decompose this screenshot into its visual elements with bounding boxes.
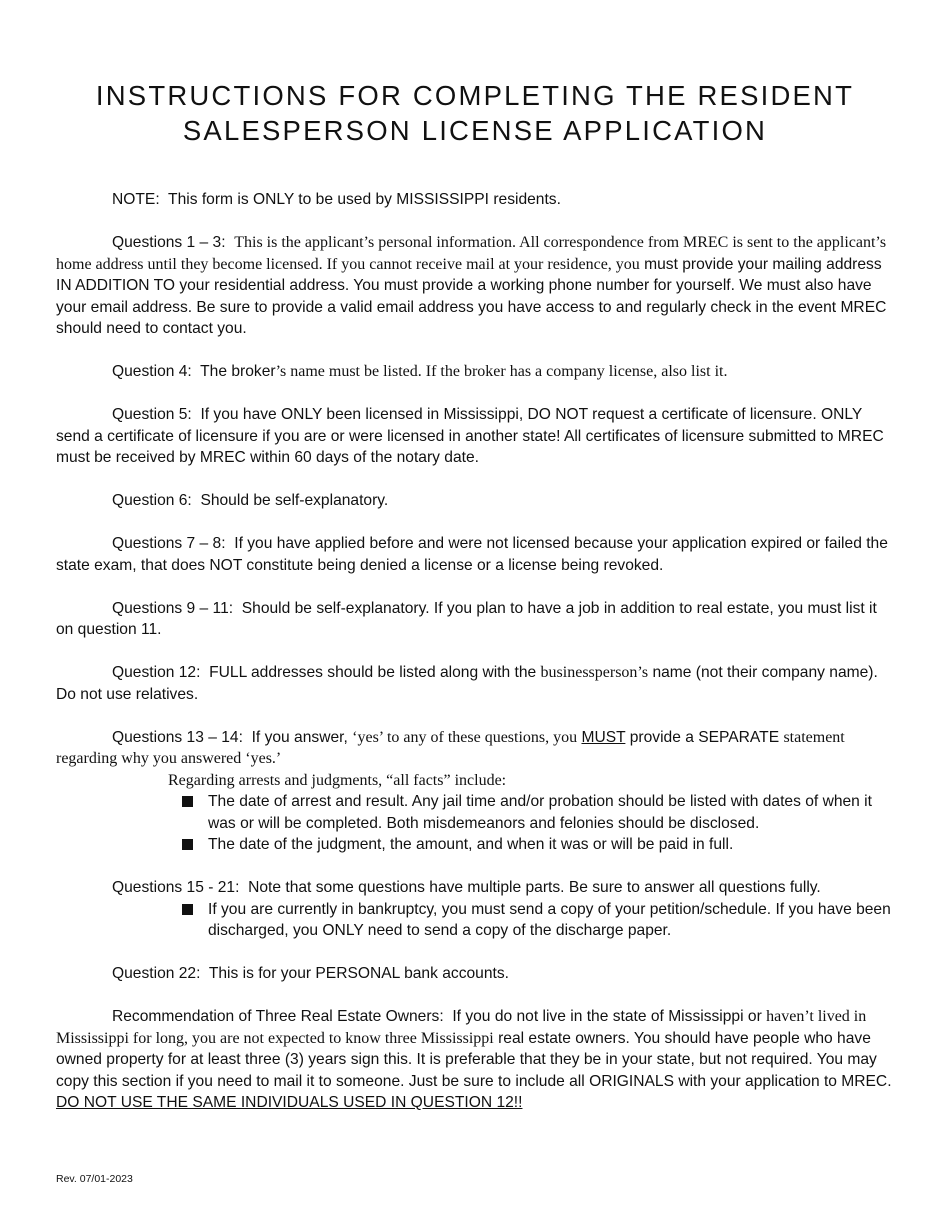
must-emphasis: MUST (581, 728, 626, 746)
recommendation-paragraph (56, 1006, 896, 1114)
questions-1-3-paragraph (56, 232, 896, 340)
bankruptcy-bullet-list (56, 899, 896, 942)
question-6-label: Question 6: (112, 492, 192, 509)
question-5-label: Question 5: (112, 406, 192, 423)
questions-9-11-label: Questions 9 – 11: (112, 599, 234, 617)
bullet-text: The date of arrest and result. Any jail time and/or probation should be listed with dates of when it was or will be completed. Both misdemeanors and felonies should be disclosed. (208, 793, 872, 832)
questions-13-14-text-b: ‘yes’ to any of these questions, you (352, 728, 578, 746)
square-bullet-icon (182, 904, 193, 915)
question-5-text: If you have ONLY been licensed in Mississippi, DO NOT request a certificate of licensure. ONLY send a certificate of licensure if you are or were licensed in another state! All certificates of licensure submitted to MREC must be received by MREC within 60 days of the notary date. (56, 406, 884, 466)
questions-7-8-paragraph (56, 533, 896, 576)
square-bullet-icon (182, 839, 193, 850)
questions-15-21-paragraph (56, 877, 896, 899)
question-12-text-b: businessperson’s (540, 664, 649, 681)
question-22-paragraph (56, 963, 896, 985)
question-22-text: This is for your PERSONAL bank accounts. (208, 965, 509, 982)
questions-15-21-text: Note that some questions have multiple parts. Be sure to answer all questions fully. (248, 879, 821, 896)
note-text: This form is ONLY to be used by MISSISSIPPI residents. (168, 191, 561, 208)
recommendation-text-serif: haven’t lived in Mississippi for long, you are not expected to know three Mississippi (56, 1008, 867, 1047)
list-item (182, 791, 896, 834)
questions-7-8-label: Questions 7 – 8: (112, 535, 226, 552)
bullet-text: The date of the judgment, the amount, and when it was or will be paid in full. (208, 836, 734, 853)
bullet-text: If you are currently in bankruptcy, you must send a copy of your petition/schedule. If you have been discharged, you ONLY need to send a copy of the discharge paper. (208, 900, 891, 939)
note-paragraph (56, 189, 896, 211)
arrests-bullet-list (56, 791, 896, 856)
question-12-paragraph (56, 662, 896, 705)
square-bullet-icon (182, 796, 193, 807)
questions-13-14-text-c: provide a SEPARATE (629, 728, 780, 746)
title-line-2: SALESPERSON LICENSE APPLICATION (182, 115, 768, 146)
questions-15-21-section (56, 877, 896, 942)
question-12-text-c: name (not their company name). Do not use relatives. (56, 664, 878, 703)
question-6-text: Should be self-explanatory. (200, 492, 389, 509)
question-4-text-a: The broker (200, 363, 276, 380)
recommendation-text-a: If you do not live in the state of Mississippi or (452, 1008, 762, 1025)
recommendation-text-b: real estate owners. You should have people who have owned property for at least three (3) years sign this. It is preferable that they be in your state, but not required. You may copy this section if you need to mail it to someone. Just be sure to include all ORIGINALS with your application to MREC. (56, 1029, 892, 1090)
question-4-text-b: ’s name must be listed. If the broker has a company license, also list it. (275, 363, 728, 380)
questions-7-8-text: If you have applied before and were not licensed because your application expired or failed the state exam, that does NOT constitute being denied a license or a license being revoked. (56, 535, 888, 574)
page-title (0, 78, 950, 148)
questions-13-14-text-a: If you answer, (251, 728, 348, 746)
question-12-text-a: FULL addresses should be listed along with the (209, 664, 537, 681)
questions-9-11-text: Should be self-explanatory. If you plan to have a job in addition to real estate, you must list it on question 11. (56, 599, 877, 638)
questions-1-3-label: Questions 1 – 3: (112, 234, 226, 251)
questions-13-14-paragraph (56, 727, 896, 770)
arrests-subheading: Regarding arrests and judgments, “all facts” include: (168, 771, 507, 789)
question-6-paragraph (56, 490, 896, 512)
instructions-body (56, 189, 896, 1135)
list-item (182, 834, 896, 856)
title-line-1: INSTRUCTIONS FOR COMPLETING THE RESIDENT (95, 80, 855, 111)
questions-9-11-paragraph (56, 598, 896, 641)
question-4-paragraph (56, 361, 896, 383)
question-12-label: Question 12: (112, 664, 201, 681)
question-22-label: Question 22: (112, 965, 201, 982)
questions-1-3-text: must provide your mailing address IN ADDITION TO your residential address. You must provide a working phone number for yourself. We must also have your email address. Be sure to provide a valid email address you have access to and regularly check in the event MREC should need to contact you. (56, 255, 887, 337)
list-item (182, 899, 896, 942)
questions-13-14-label: Questions 13 – 14: (112, 728, 243, 746)
question-5-paragraph (56, 404, 896, 469)
questions-13-14-text-d: statement regarding why you answered ‘yes.’ (56, 728, 845, 767)
note-label: NOTE: (112, 191, 160, 208)
questions-1-3-text-serif: This is the applicant’s personal information. All correspondence from MREC is sent to the applicant’s home address until they become licensed. If you cannot receive mail at your residence, you (56, 234, 887, 273)
recommendation-warning: DO NOT USE THE SAME INDIVIDUALS USED IN QUESTION 12!! (56, 1094, 523, 1111)
question-4-label: Question 4: (112, 363, 192, 380)
questions-13-14-section (56, 727, 896, 856)
questions-15-21-label: Questions 15 - 21: (112, 879, 240, 896)
revision-date: Rev. 07/01-2023 (56, 1173, 133, 1185)
recommendation-label: Recommendation of Three Real Estate Owners: (112, 1008, 444, 1025)
